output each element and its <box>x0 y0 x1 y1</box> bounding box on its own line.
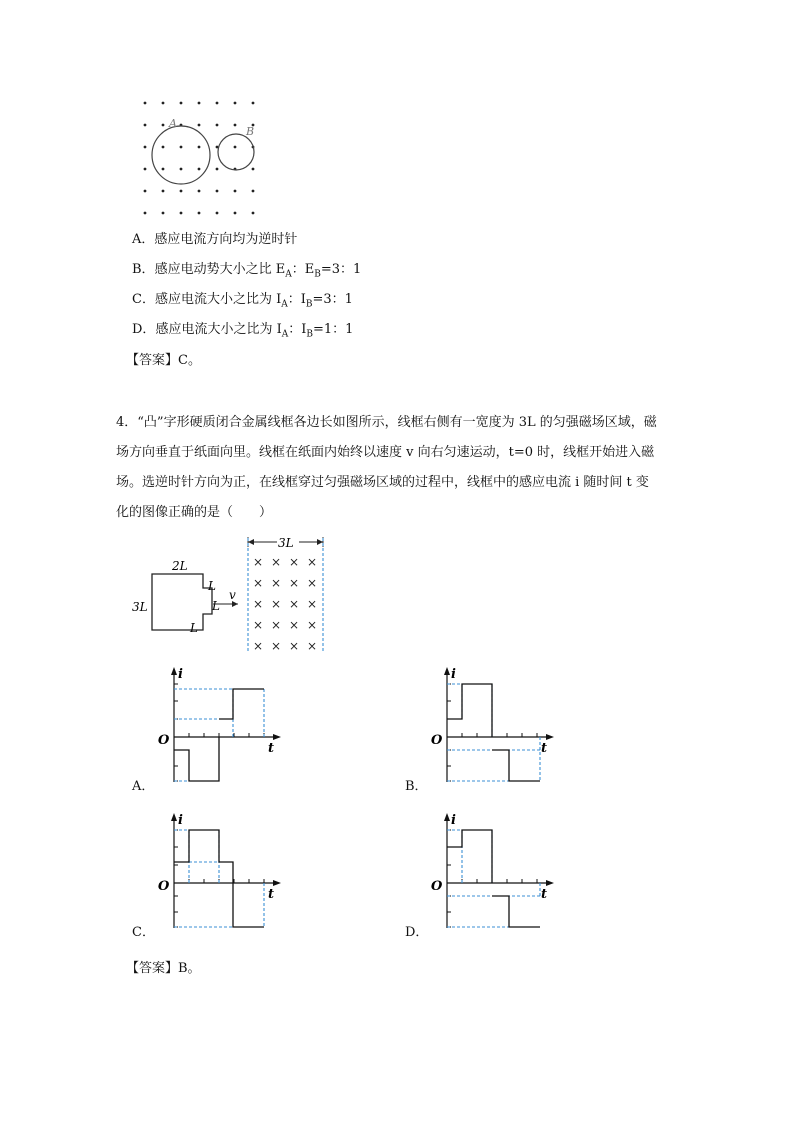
graph-c-letter: C． <box>132 925 155 940</box>
axis-label-i: i <box>451 813 456 828</box>
axis-label-i: i <box>178 813 183 828</box>
subscript: A <box>281 299 288 310</box>
current-curve <box>174 830 264 927</box>
graph-a <box>152 664 292 784</box>
field-dot <box>162 102 165 105</box>
loop-b <box>218 134 254 170</box>
field-dot <box>198 146 201 149</box>
origin-label: O <box>431 733 443 748</box>
q4-stem-line: 场方向垂直于纸面向里。线框在纸面内始终以速度 v 向右匀速运动，t=0 时，线框开始进入磁 <box>116 445 655 460</box>
graph-c <box>152 810 292 930</box>
field-cross: × <box>289 618 300 632</box>
field-cross: × <box>289 597 300 611</box>
label-v: v <box>229 588 236 602</box>
field-dot <box>252 190 255 193</box>
field-cross: × <box>271 555 282 569</box>
label-2l: 2L <box>172 559 188 573</box>
axis-label-t: t <box>541 887 548 902</box>
arrow-head-right <box>317 539 323 545</box>
field-dot <box>198 102 201 105</box>
subscript: A <box>285 269 292 280</box>
field-cross: × <box>253 555 264 569</box>
field-dot <box>234 146 237 149</box>
graph-d <box>425 810 565 930</box>
label-3l: 3L <box>132 600 148 614</box>
field-dot <box>144 146 147 149</box>
field-dot <box>162 212 165 215</box>
field-cross: × <box>289 639 300 653</box>
field-dot <box>162 190 165 193</box>
q3-option-a <box>132 231 297 249</box>
field-cross: × <box>289 576 300 590</box>
field-dot <box>144 102 147 105</box>
field-dot <box>180 212 183 215</box>
label-l-bottom: L <box>190 621 198 635</box>
origin-label: O <box>158 733 170 748</box>
field-cross: × <box>271 576 282 590</box>
field-dot <box>216 102 219 105</box>
field-dot <box>216 168 219 171</box>
field-dot <box>234 190 237 193</box>
q4-frame-figure <box>128 534 328 656</box>
loop-b-label: B <box>246 125 255 138</box>
field-cross: × <box>253 576 264 590</box>
field-dot <box>144 212 147 215</box>
field-cross: × <box>271 618 282 632</box>
field-cross: × <box>307 639 318 653</box>
option-letter: D． <box>132 322 156 337</box>
option-text: =3：1 <box>320 262 362 277</box>
field-dot <box>144 124 147 127</box>
guide-lines <box>447 830 540 927</box>
field-cross: × <box>307 555 318 569</box>
field-cross: × <box>307 618 318 632</box>
field-cross: × <box>289 555 300 569</box>
field-dot <box>198 168 201 171</box>
option-text: =3：1 <box>312 292 353 307</box>
option-text: ：E <box>291 262 315 277</box>
field-dot <box>144 190 147 193</box>
axis-label-t: t <box>268 741 275 756</box>
option-letter: A． <box>132 232 155 247</box>
field-dot <box>198 190 201 193</box>
loop-a <box>152 126 210 184</box>
q3-option-c <box>132 291 353 314</box>
option-text: ：I <box>287 292 306 307</box>
label-field-width: 3L <box>278 536 294 550</box>
axes <box>444 667 554 782</box>
magnetic-field-crosses <box>253 555 317 653</box>
current-curve <box>447 830 540 927</box>
option-text: 感应电流大小之比为 I <box>154 292 282 307</box>
option-text: =1：1 <box>312 322 354 337</box>
graph-b <box>425 664 565 784</box>
origin-label: O <box>158 879 170 894</box>
axes <box>444 813 554 928</box>
current-curve <box>447 684 540 781</box>
field-dot <box>162 146 165 149</box>
field-dot <box>216 190 219 193</box>
axis-label-t: t <box>541 741 548 756</box>
field-dot <box>252 168 255 171</box>
label-l-top: L <box>208 579 216 593</box>
subscript: A <box>281 329 289 340</box>
field-dot <box>180 102 183 105</box>
option-text: ：I <box>288 322 307 337</box>
subscript: B <box>306 329 313 340</box>
convex-frame <box>152 574 212 630</box>
q4-stem <box>116 408 756 528</box>
q4-stem-line: 化的图像正确的是（ ） <box>116 505 273 520</box>
field-dot <box>180 190 183 193</box>
axis-label-i: i <box>178 667 183 682</box>
q4-stem-line: 场。选逆时针方向为正，在线框穿过匀强磁场区域的过程中，线框中的感应电流 i 随时间 t 变 <box>116 475 649 490</box>
axis-label-t: t <box>268 887 275 902</box>
field-dot <box>234 102 237 105</box>
axis-label-i: i <box>451 667 456 682</box>
option-letter: B． <box>132 262 155 277</box>
subscript: B <box>314 269 321 280</box>
subscript: B <box>305 299 313 310</box>
field-dot <box>252 102 255 105</box>
magnetic-field-dots <box>144 102 255 215</box>
field-dot <box>162 168 165 171</box>
field-dot <box>216 124 219 127</box>
option-text: 感应电动势大小之比 E <box>154 262 286 277</box>
field-dot <box>198 212 201 215</box>
field-dot <box>216 212 219 215</box>
field-cross: × <box>271 597 282 611</box>
field-dot <box>252 212 255 215</box>
guide-lines <box>447 684 540 781</box>
field-cross: × <box>253 618 264 632</box>
field-cross: × <box>253 597 264 611</box>
field-cross: × <box>307 597 318 611</box>
field-cross: × <box>307 576 318 590</box>
graph-a-letter: A． <box>132 779 155 794</box>
field-dot <box>144 168 147 171</box>
q3-answer: 【答案】C。 <box>126 353 201 368</box>
q4-answer: 【答案】B。 <box>126 961 201 976</box>
q4-stem-line: 4．“凸”字形硬质闭合金属线框各边长如图所示，线框右侧有一宽度为 3L 的匀强磁场区域，磁 <box>116 415 657 430</box>
q3-option-d <box>132 321 353 344</box>
field-dot <box>180 146 183 149</box>
graph-b-letter: B． <box>405 779 428 794</box>
option-text: 感应电流大小之比为 I <box>155 322 282 337</box>
graph-d-letter: D． <box>405 925 429 940</box>
field-dot <box>234 124 237 127</box>
field-cross: × <box>253 639 264 653</box>
field-dot <box>198 124 201 127</box>
q3-figure <box>135 95 270 220</box>
loop-a-label: A <box>169 117 177 130</box>
arrow-head-left <box>248 539 254 545</box>
field-cross: × <box>271 639 282 653</box>
field-dot <box>234 212 237 215</box>
field-dot <box>180 168 183 171</box>
field-dot <box>162 124 165 127</box>
option-letter: C． <box>132 292 155 307</box>
option-text: 感应电流方向均为逆时针 <box>154 232 298 247</box>
label-l-right: L <box>212 599 220 613</box>
q3-option-b <box>132 261 361 284</box>
origin-label: O <box>431 879 443 894</box>
